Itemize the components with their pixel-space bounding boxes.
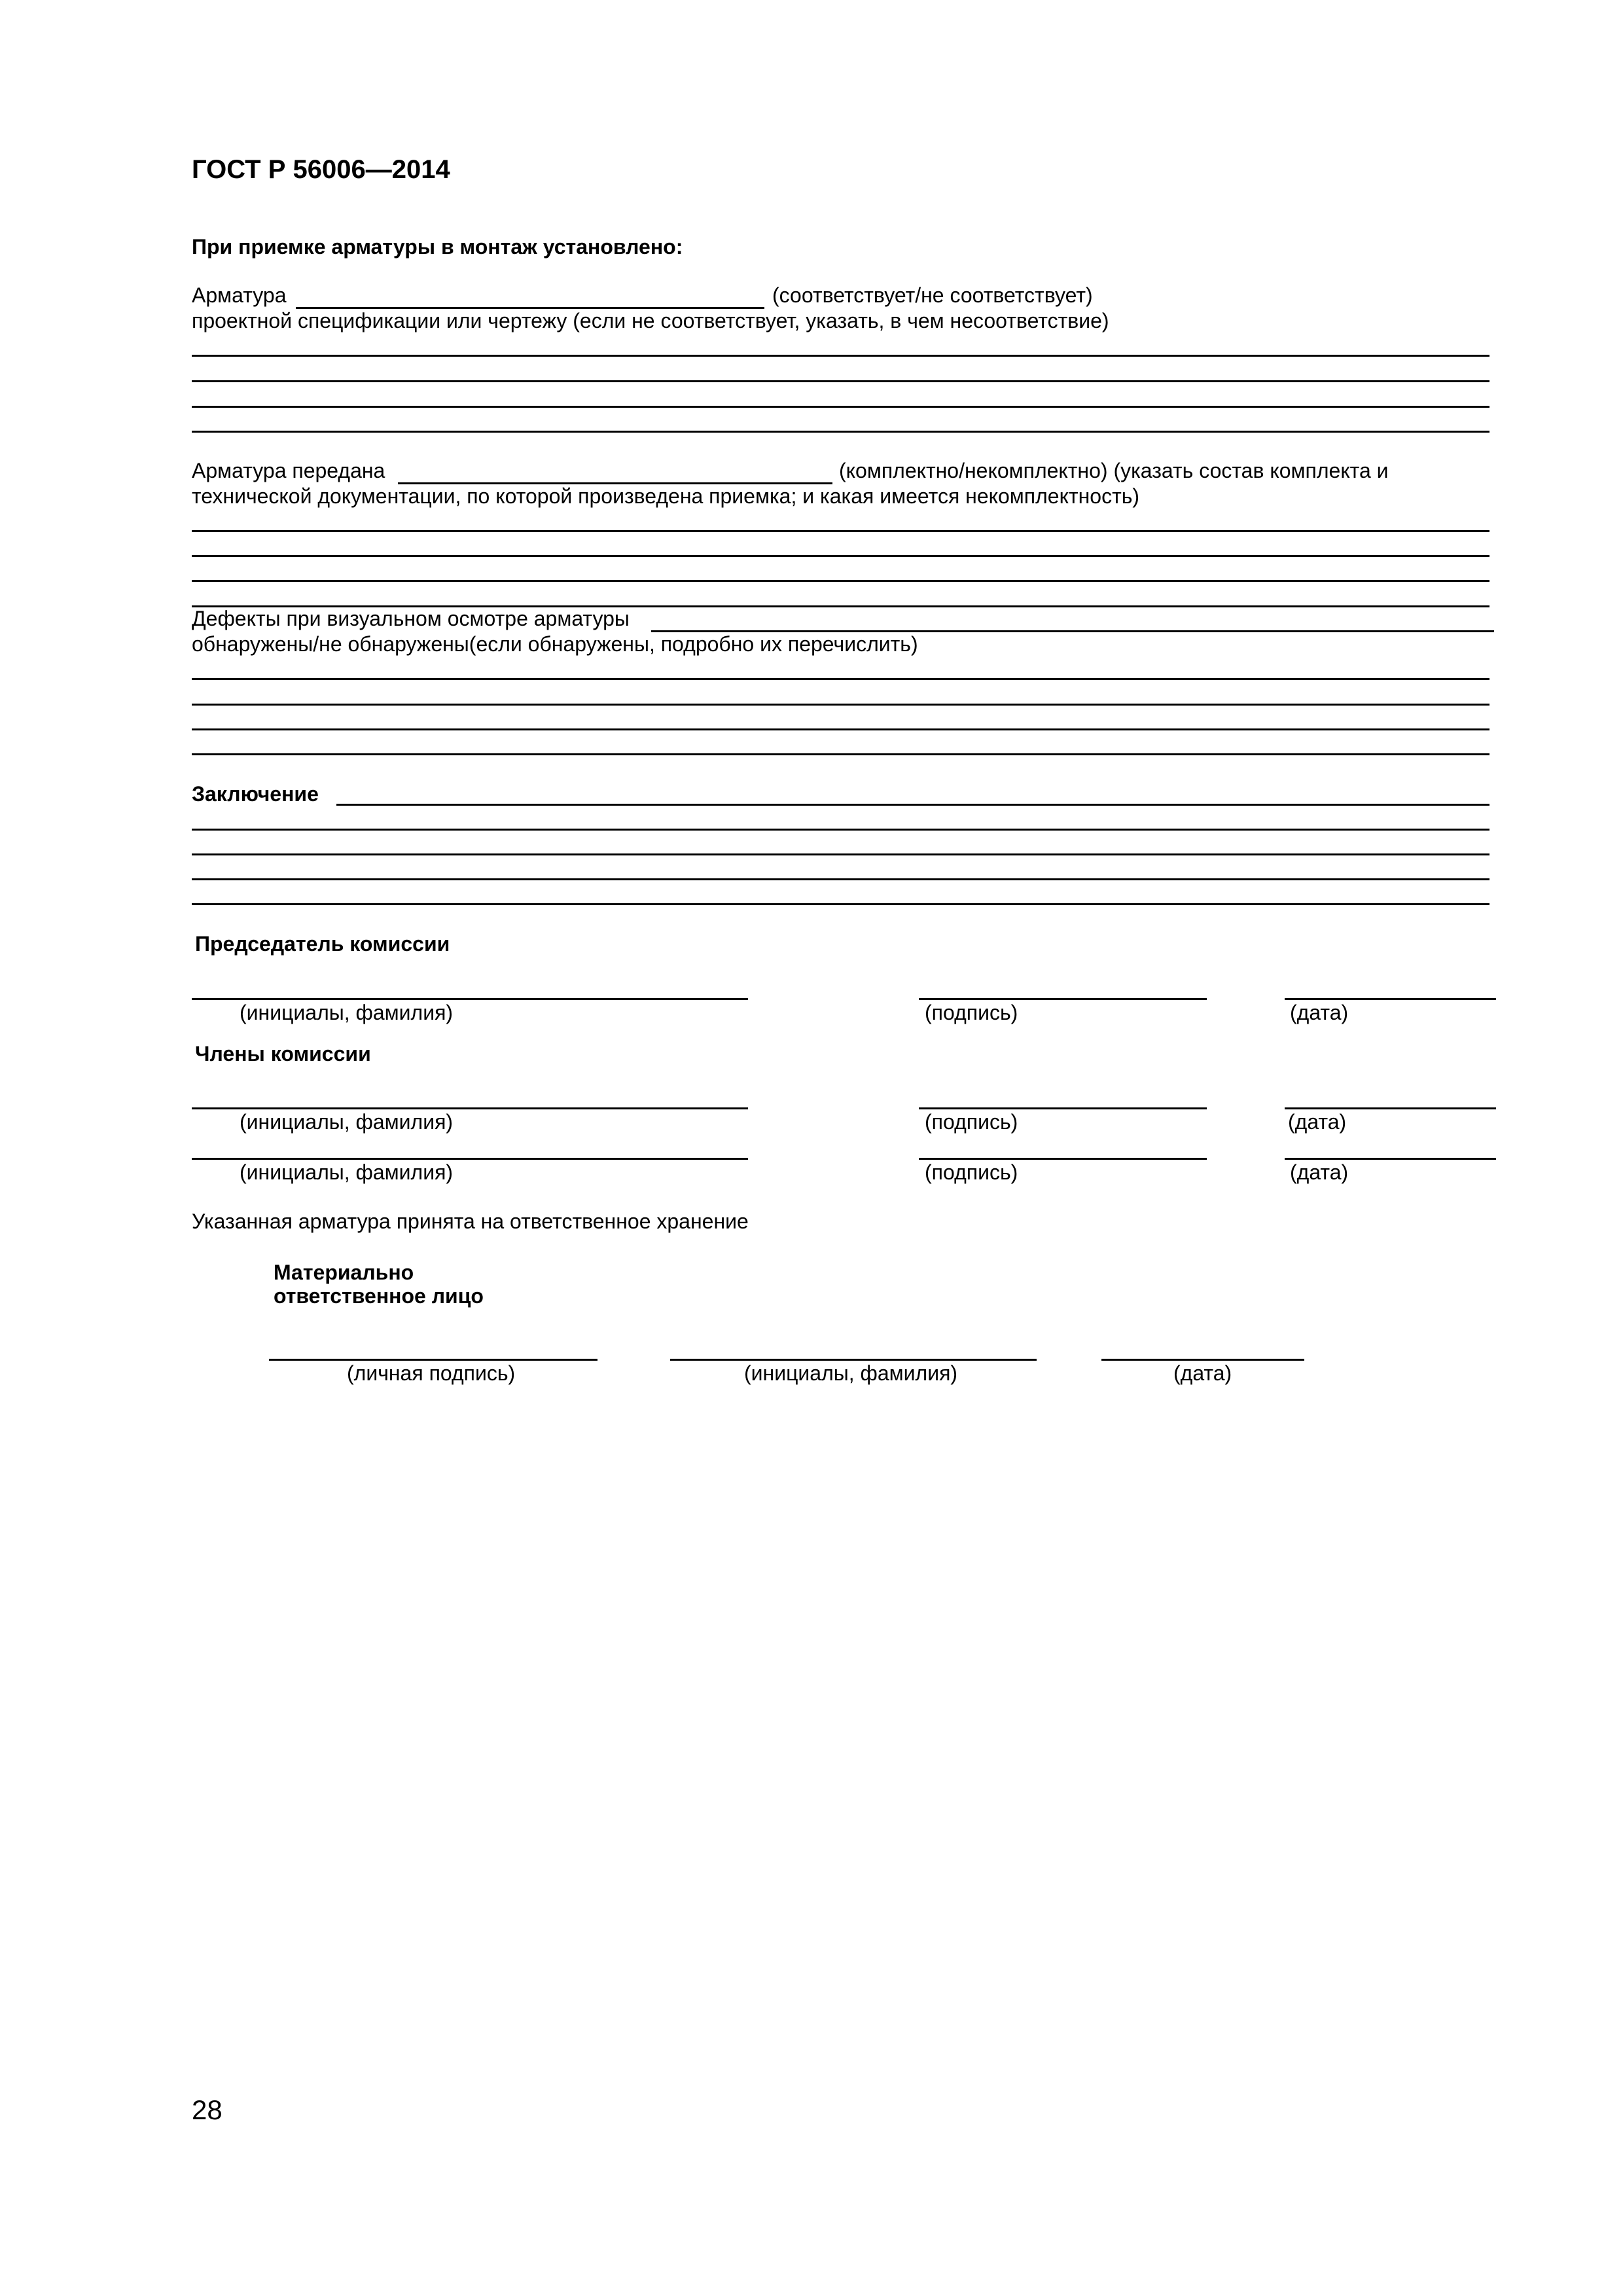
transfer-blank-line-1[interactable] bbox=[192, 530, 1489, 532]
defects-label: Дефекты при визуальном осмотре арматуры bbox=[192, 607, 630, 630]
defects-blank-line-4[interactable] bbox=[192, 753, 1489, 755]
armatura-note: проектной спецификации или чертежу (если не соответствует, указать, в чем несоответствие) bbox=[192, 309, 1109, 332]
transfer-blank-line-2[interactable] bbox=[192, 555, 1489, 557]
armatura-blank-line-4[interactable] bbox=[192, 431, 1489, 433]
chairman-date-caption: (дата) bbox=[1290, 1001, 1349, 1024]
transfer-blank-line-3[interactable] bbox=[192, 580, 1489, 582]
conclusion-blank-line-3[interactable] bbox=[192, 878, 1489, 880]
member-1-sign-caption: (подпись) bbox=[925, 1110, 1018, 1134]
chairman-heading: Председатель комиссии bbox=[195, 932, 450, 956]
responsible-heading-line2: ответственное лицо bbox=[274, 1284, 484, 1308]
member-1-name-caption: (инициалы, фамилия) bbox=[240, 1110, 454, 1134]
armatura-blank-line-2[interactable] bbox=[192, 380, 1489, 382]
defects-note: обнаружены/не обнаружены(если обнаружены, подробно их перечислить) bbox=[192, 632, 918, 656]
standard-number: ГОСТ Р 56006—2014 bbox=[192, 155, 450, 184]
members-heading: Члены комиссии bbox=[195, 1042, 371, 1066]
intro-heading: При приемке арматуры в монтаж установлено: bbox=[192, 235, 683, 259]
member-2-name-caption: (инициалы, фамилия) bbox=[240, 1160, 454, 1184]
armatura-blank-line-3[interactable] bbox=[192, 406, 1489, 408]
conclusion-label: Заключение bbox=[192, 782, 319, 806]
member-2-date-caption: (дата) bbox=[1290, 1160, 1349, 1184]
armatura-label: Арматура bbox=[192, 283, 287, 307]
conclusion-blank-line-1[interactable] bbox=[192, 829, 1489, 831]
armatura-suffix: (соответствует/не соответствует) bbox=[772, 283, 1093, 307]
responsible-name-caption: (инициалы, фамилия) bbox=[744, 1361, 958, 1385]
responsible-date-caption: (дата) bbox=[1173, 1361, 1232, 1385]
responsible-sign-caption: (личная подпись) bbox=[347, 1361, 516, 1385]
defects-blank-line-3[interactable] bbox=[192, 728, 1489, 730]
conclusion-fill-line[interactable] bbox=[336, 804, 1489, 806]
transfer-label: Арматура передана bbox=[192, 459, 385, 482]
defects-blank-line-2[interactable] bbox=[192, 704, 1489, 706]
armatura-blank-line-1[interactable] bbox=[192, 355, 1489, 357]
conclusion-blank-line-2[interactable] bbox=[192, 853, 1489, 855]
transfer-note: технической документации, по которой произведена приемка; и какая имеется некомплектность) bbox=[192, 484, 1140, 508]
defects-blank-line-1[interactable] bbox=[192, 678, 1489, 680]
storage-text: Указанная арматура принята на ответственное хранение bbox=[192, 1210, 749, 1233]
transfer-suffix: (комплектно/некомплектно) (указать состав комплекта и bbox=[839, 459, 1389, 482]
responsible-heading-line1: Материально bbox=[274, 1261, 414, 1284]
page-number: 28 bbox=[192, 2094, 223, 2125]
conclusion-blank-line-4[interactable] bbox=[192, 903, 1489, 905]
member-1-date-caption: (дата) bbox=[1288, 1110, 1347, 1134]
chairman-name-caption: (инициалы, фамилия) bbox=[240, 1001, 454, 1024]
member-2-sign-caption: (подпись) bbox=[925, 1160, 1018, 1184]
chairman-sign-caption: (подпись) bbox=[925, 1001, 1018, 1024]
